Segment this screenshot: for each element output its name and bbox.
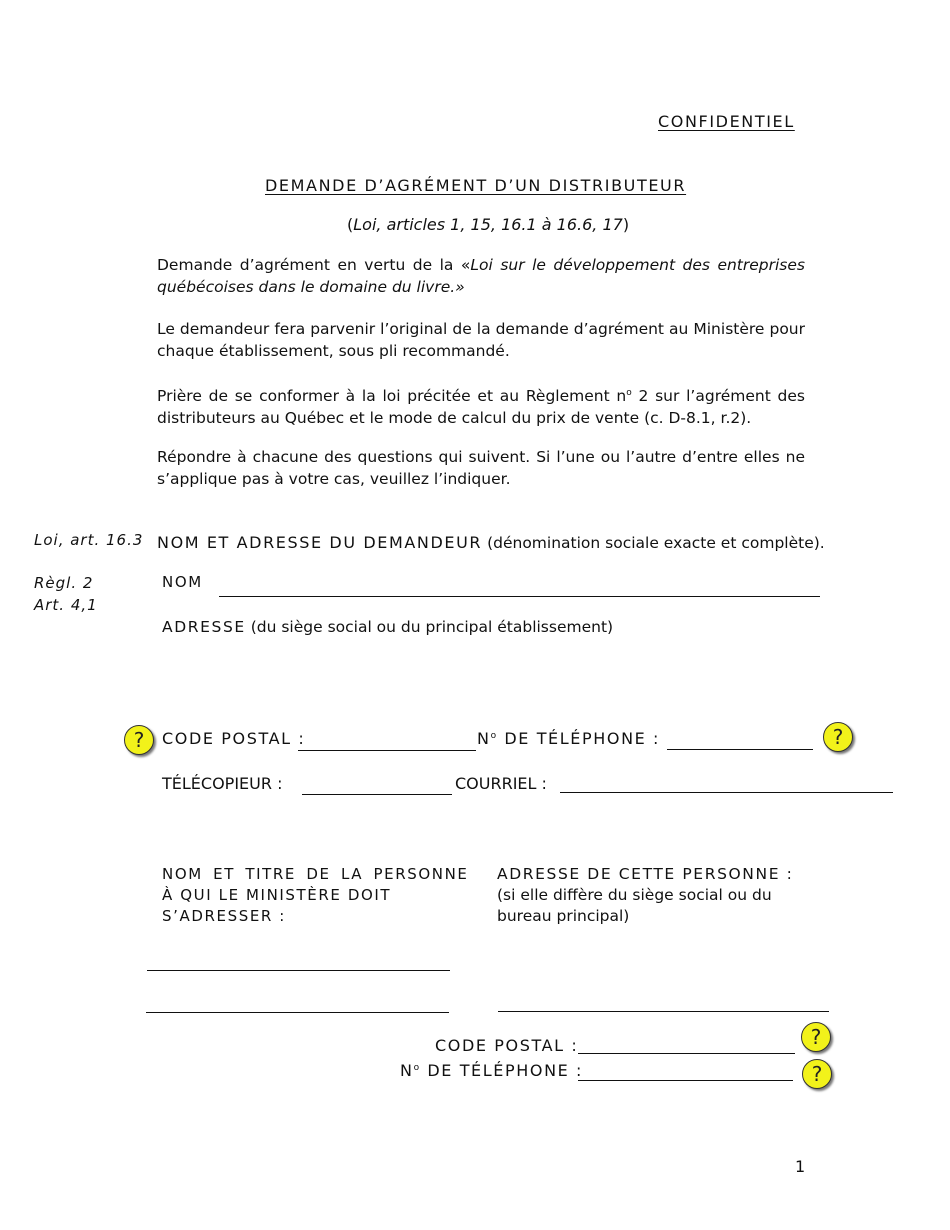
confidential-label: CONFIDENTIEL xyxy=(658,112,795,131)
margin-ref-regl: Règl. 2 xyxy=(34,574,94,592)
document-title: DEMANDE D’AGRÉMENT D’UN DISTRIBUTEUR xyxy=(265,176,687,195)
intro-paragraph-4: Répondre à chacune des questions qui suivent. Si l’une ou l’autre d’entre elles ne s’applique pas à votre cas, veuillez l’indiquer. xyxy=(157,448,805,488)
adresse-label: ADRESSE (du siège social ou du principal établissement) xyxy=(162,618,614,636)
margin-ref-art: Art. 4,1 xyxy=(34,596,98,614)
law-reference: (Loi, articles 1, 15, 16.1 à 16.6, 17) xyxy=(347,215,630,234)
contact-address-field[interactable] xyxy=(498,1011,829,1012)
email-field[interactable] xyxy=(560,792,893,793)
person-postal-code-field[interactable] xyxy=(578,1053,795,1054)
question-icon: ? xyxy=(133,728,145,752)
phone-field[interactable] xyxy=(667,749,813,750)
person-phone-field[interactable] xyxy=(578,1080,793,1081)
contact-title-field[interactable] xyxy=(146,1012,449,1013)
contact-person-label: NOM ET TITRE DE LA PERSONNE À QUI LE MINISTÈRE DOIT S’ADRESSER : xyxy=(162,865,469,925)
email-label: COURRIEL : xyxy=(455,774,547,793)
intro-paragraph-3: Prière de se conformer à la loi précitée et au Règlement $n^o$ 2 sur l’agrément des distributeurs au Québec et le mode de calcul du prix de vente (c. D-8.1, r.2). xyxy=(157,387,805,427)
help-icon-person-postal[interactable] xyxy=(801,1022,831,1052)
margin-ref-loi: Loi, art. 16.3 xyxy=(34,531,144,549)
help-icon-phone[interactable] xyxy=(823,722,853,752)
contact-person-address-label: ADRESSE DE CETTE PERSONNE : (si elle diffère du siège social ou du bureau principal) xyxy=(497,865,794,925)
intro-paragraph-1: Demande d’agrément en vertu de la «Loi sur le développement des entreprises québécoises dans le domaine du livre.» xyxy=(157,256,805,296)
nom-field[interactable] xyxy=(219,596,820,597)
person-phone-label: $N^o$ DE TÉLÉPHONE : xyxy=(400,1061,584,1080)
nom-label: NOM xyxy=(162,573,203,591)
phone-label: $N^o$ DE TÉLÉPHONE : xyxy=(477,729,661,748)
intro-paragraph-2: Le demandeur fera parvenir l’original de la demande d’agrément au Ministère pour chaque établissement, sous pli recommandé. xyxy=(157,320,805,360)
postal-code-label: CODE POSTAL : xyxy=(162,729,306,748)
question-icon: ? xyxy=(810,1025,822,1049)
page-number: 1 xyxy=(795,1157,806,1176)
contact-name-field[interactable] xyxy=(147,970,450,971)
question-icon: ? xyxy=(811,1062,823,1086)
person-postal-code-label: CODE POSTAL : xyxy=(435,1036,579,1055)
question-icon: ? xyxy=(832,725,844,749)
fax-label: TÉLÉCOPIEUR : xyxy=(162,774,283,793)
postal-code-field[interactable] xyxy=(298,750,476,751)
section-heading-applicant: NOM ET ADRESSE DU DEMANDEUR (dénomination sociale exacte et complète). xyxy=(157,533,825,552)
fax-field[interactable] xyxy=(302,794,452,795)
help-icon-person-phone[interactable] xyxy=(802,1059,832,1089)
help-icon-postal[interactable] xyxy=(124,725,154,755)
